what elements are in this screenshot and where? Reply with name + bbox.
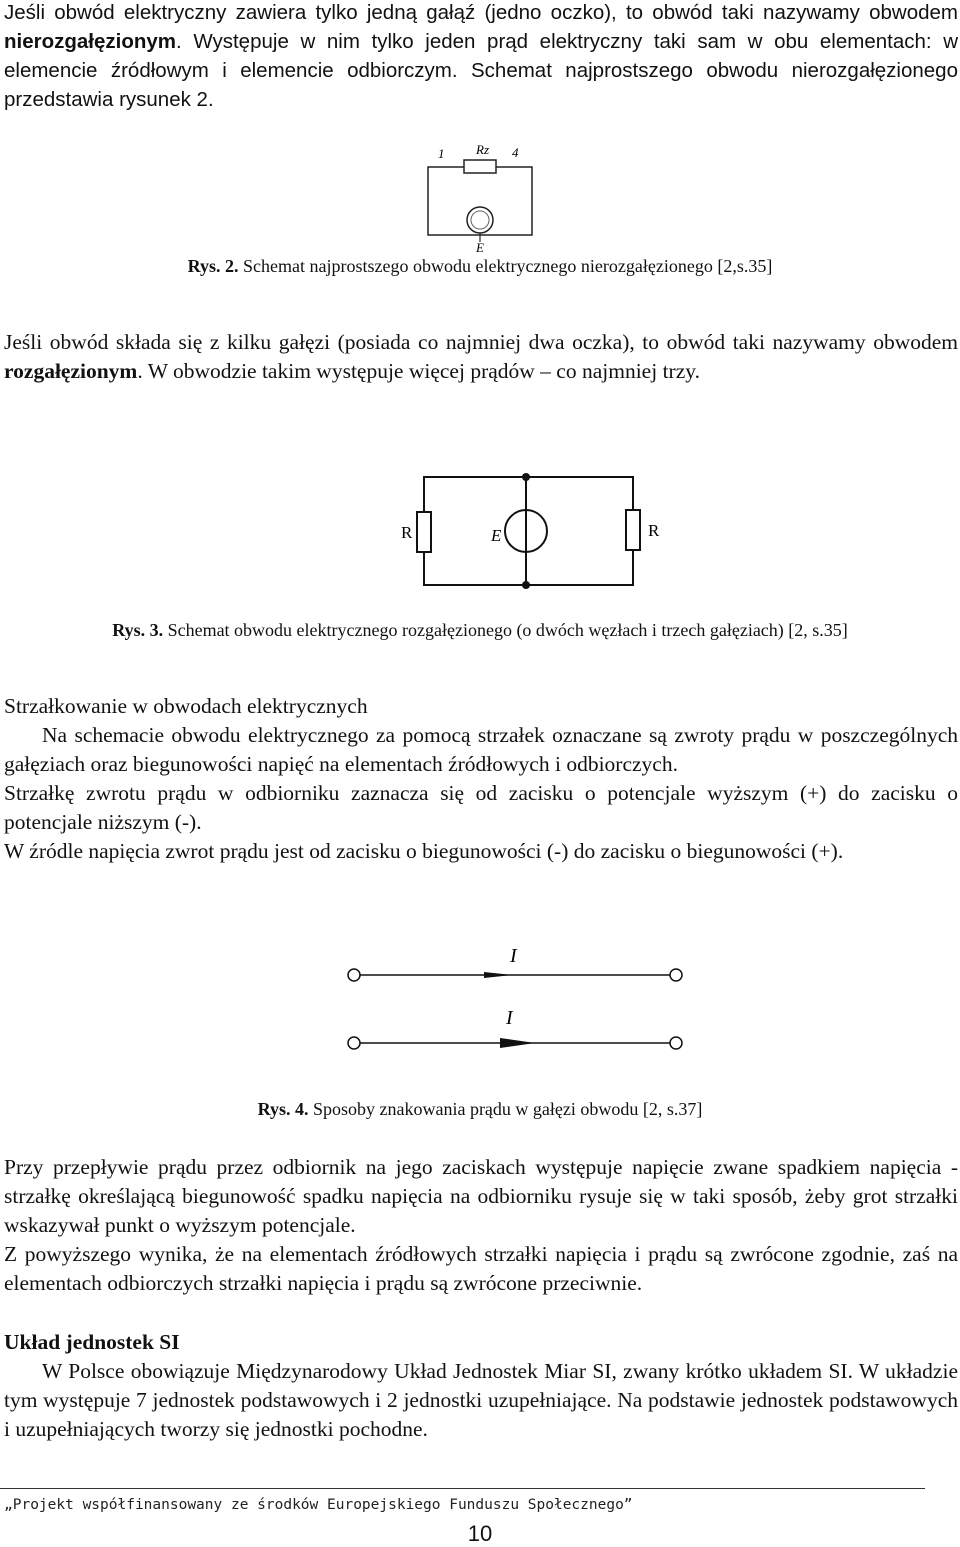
section-heading: Strzałkowanie w obwodach elektrycznych: [4, 694, 368, 718]
terminal-left-top: [348, 969, 360, 981]
resistor-right-label: R: [648, 521, 660, 540]
caption-text: Schemat obwodu elektrycznego rozgałęzionego (o dwóch węzłach i trzech gałęziach) [2, s.35]: [163, 620, 848, 640]
caption-label: Rys. 2.: [187, 256, 239, 276]
caption-text: Sposoby znakowania prądu w gałęzi obwodu [2, s.37]: [308, 1099, 703, 1119]
resistor-label: Rz: [476, 142, 489, 157]
paragraph-text: Z powyższego wynika, że na elementach źródłowych strzałki napięcia i prądu są zwrócone zgodnie, zaś na elementach odbiorczych strzałki napięcia i prądu są zwrócone przeciwnie.: [4, 1242, 958, 1295]
current-label-bottom: I: [506, 1007, 513, 1029]
figure-4-caption: [0, 1099, 960, 1120]
caption-label: Rys. 4.: [257, 1099, 309, 1119]
paragraph-unbranched-circuit: [4, 0, 958, 114]
current-arrow-bottom: [500, 1038, 535, 1048]
source-label: E: [476, 240, 484, 255]
paragraph-text: Jeśli obwód składa się z kilku gałęzi (posiada co najmniej dwa oczka), to obwód taki nazywamy obwodem: [4, 330, 958, 354]
resistor-left-symbol: [417, 512, 431, 552]
section-arrow-marking: [4, 692, 958, 866]
resistor-left-label: R: [401, 523, 413, 542]
term-branched: rozgałęzionym: [4, 359, 138, 383]
paragraph-text: W źródle napięcia zwrot prądu jest od zacisku o biegunowości (-) do zacisku o biegunowości (+).: [4, 839, 844, 863]
node-label-right: 4: [512, 145, 519, 160]
figure-2-unbranched-circuit: [420, 140, 540, 255]
paragraph-text: Przy przepływie prądu przez odbiornik na jego zaciskach występuje napięcie zwane spadkiem napięcia - strzałkę określającą biegunowość spadku napięcia na odbiorniku rysuje się w taki sposób, żeby grot strzałki wskazywał punkt o wyższym potencjale.: [4, 1155, 958, 1237]
section-heading: Układ jednostek SI: [4, 1330, 180, 1354]
paragraph-text: Jeśli obwód elektryczny zawiera tylko jedną gałąź (jedno oczko), to obwód taki nazywamy obwodem: [4, 1, 958, 24]
figure-4-current-marking: [340, 940, 690, 1060]
section-voltage-drop: [4, 1153, 958, 1298]
paragraph-text: . W obwodzie takim występuje więcej prądów – co najmniej trzy.: [137, 359, 700, 383]
node-top: [522, 473, 530, 481]
paragraph-text: . Występuje w nim tylko jeden prąd elektryczny taki sam w obu elementach: w elemencie źródłowym i elemencie odbiorczym. Schemat najprostszego obwodu nierozgałęzionego przedstawia rysunek 2.: [4, 30, 958, 111]
paragraph-branched-circuit: [4, 328, 958, 386]
terminal-left-bottom: [348, 1037, 360, 1049]
current-label-top: I: [510, 945, 517, 967]
figure-2-caption: [0, 256, 960, 277]
paragraph-text: W Polsce obowiązuje Międzynarodowy Układ Jednostek Miar SI, zwany krótko układem SI. W układzie tym występuje 7 jednostek podstawowych i 2 jednostki uzupełniające. Na podstawie jednostek podstawowych i uzupełniających tworzy się jednostki pochodne.: [4, 1359, 958, 1441]
footer-funding-note: „Projekt współfinansowany ze środków Europejskiego Funduszu Społecznego”: [4, 1497, 633, 1513]
paragraph-text: Na schemacie obwodu elektrycznego za pomocą strzałek oznaczane są zwroty prądu w poszczególnych gałęziach oraz biegunowości napięć na elementach źródłowych i odbiorczych.: [4, 723, 958, 776]
figure-3-caption: [0, 620, 960, 641]
term-unbranched: nierozgałęzionym: [4, 30, 177, 53]
node-label-left: 1: [438, 146, 445, 161]
terminal-right-bottom: [670, 1037, 682, 1049]
caption-text: Schemat najprostszego obwodu elektrycznego nierozgałęzionego [2,s.35]: [238, 256, 773, 276]
caption-label: Rys. 3.: [112, 620, 164, 640]
source-label: E: [491, 526, 502, 545]
resistor-symbol: [464, 160, 496, 173]
terminal-right-top: [670, 969, 682, 981]
section-si-units: [4, 1328, 958, 1444]
page-number: 10: [467, 1521, 493, 1546]
resistor-right-symbol: [626, 510, 640, 550]
paragraph-text: Strzałkę zwrotu prądu w odbiorniku zaznacza się od zacisku o potencjale wyższym (+) do zacisku o potencjale niższym (-).: [4, 781, 958, 834]
current-arrow-top: [484, 972, 512, 978]
footer-divider: [0, 1488, 925, 1489]
node-bottom: [522, 581, 530, 589]
figure-3-branched-circuit: [395, 470, 675, 590]
